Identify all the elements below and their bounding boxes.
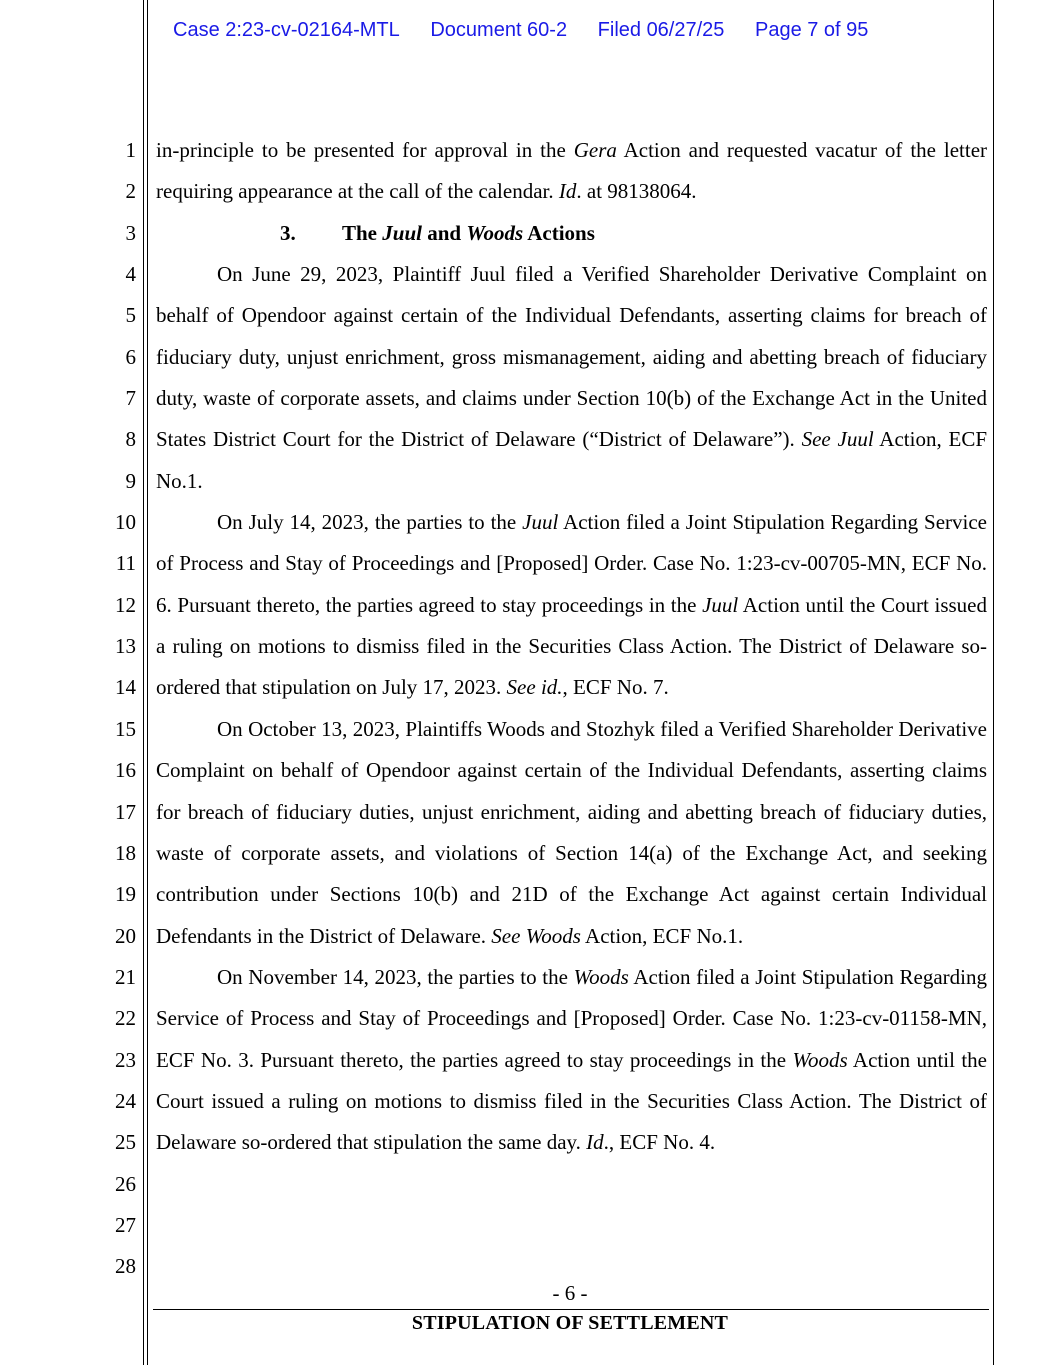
line-number: 22 (115, 1006, 136, 1031)
line-number: 3 (125, 220, 136, 245)
ecf-header (173, 19, 893, 42)
paragraph-woods-complaint: On October 13, 2023, Plaintiffs Woods and Stozhyk filed a Verified Shareholder Derivative Complaint on behalf of Opendoor against certain of the Individual Defendants, asserting claims for breach of fiduciary duties, unjust enrichment, aiding and abetting breach of fiduciary duties, waste of corporate assets, and violations of Section 14(a) of the Exchange Act, and seeking contribution under Sections 10(b) and 21D of the Exchange Act against certain Individual Defendants in the District of Delaware. See Woods Action, ECF No.1. (156, 716, 987, 948)
left-margin-rule-1 (143, 0, 144, 1365)
line-number: 20 (115, 923, 136, 948)
line-number: 25 (115, 1130, 136, 1155)
line-number: 26 (115, 1171, 136, 1196)
line-number: 27 (115, 1212, 136, 1237)
line-number: 10 (115, 510, 136, 535)
line-number: 18 (115, 840, 136, 865)
header-document-number: Document 60-2 (430, 19, 568, 41)
line-number: 15 (115, 716, 136, 741)
line-number: 6 (125, 344, 136, 369)
paragraph-gera-continuation: in-principle to be presented for approval in the Gera Action and requested vacatur of the letter requiring appearance at the call of the calendar. Id. at 98138064. (156, 138, 988, 204)
left-margin-rule-2 (147, 0, 148, 1365)
section-number: 3. (280, 220, 296, 245)
footer-page-number: - 6 - (552, 1281, 588, 1305)
line-number: 7 (125, 386, 136, 411)
line-number: 12 (115, 592, 136, 617)
pleading-line-numbers (100, 130, 136, 1288)
line-number: 13 (115, 634, 136, 659)
line-number: 28 (115, 1254, 136, 1279)
header-page-count: Page 7 of 95 (754, 19, 869, 41)
line-number: 2 (125, 179, 136, 204)
paragraph-juul-stipulation: On July 14, 2023, the parties to the Juul Action filed a Joint Stipulation Regarding Service of Process and Stay of Proceedings and [Proposed] Order. Case No. 1:23-cv-00705-MN, ECF No. 6. Pursuant thereto, the parties agreed to stay proceedings in the Juul Action until the Court issued a ruling on motions to dismiss filed in the Securities Class Action. The District of Delaware so-ordered that stipulation on July 17, 2023. See id., ECF No. 7. (156, 510, 988, 700)
line-number: 1 (125, 138, 136, 162)
header-case-number: Case 2:23-cv-02164-MTL (173, 19, 400, 41)
line-number: 8 (125, 427, 136, 452)
document-body (156, 130, 987, 1164)
line-number: 23 (115, 1047, 136, 1072)
header-filed-date: Filed 06/27/25 (597, 19, 725, 41)
line-number: 24 (115, 1088, 136, 1113)
line-number: 16 (115, 758, 136, 783)
section-heading: 3. The Juul and Woods Actions (156, 213, 987, 254)
right-margin-rule (993, 0, 994, 1365)
line-number: 17 (115, 799, 136, 824)
paragraph-juul-complaint: On June 29, 2023, Plaintiff Juul filed a Verified Shareholder Derivative Complaint on behalf of Opendoor against certain of the Individual Defendants, asserting claims for breach of fiduciary duty, unjust enrichment, gross mismanagement, aiding and abetting breach of fiduciary duty, waste of corporate assets, and claims under Section 10(b) of the Exchange Act in the United States District Court for the District of Delaware (“District of Delaware”). See Juul Action, ECF No.1. (156, 262, 987, 493)
footer-document-title: STIPULATION OF SETTLEMENT (411, 1312, 729, 1334)
line-number: 19 (115, 882, 136, 907)
line-number: 4 (125, 262, 136, 287)
footer-divider (153, 1309, 989, 1310)
line-number: 5 (125, 303, 136, 328)
paragraph-woods-stipulation: On November 14, 2023, the parties to the Woods Action filed a Joint Stipulation Regarding Service of Process and Stay of Proceedings and [Proposed] Order. Case No. 1:23-cv-01158-MN, ECF No. 3. Pursuant thereto, the parties agreed to stay proceedings in the Woods Action until the Court issued a ruling on motions to dismiss filed in the Securities Class Action. The District of Delaware so-ordered that stipulation the same day. Id., ECF No. 4. (156, 964, 988, 1155)
line-number: 21 (115, 964, 136, 989)
line-number: 11 (115, 551, 136, 576)
line-number: 14 (115, 675, 136, 700)
line-number: 9 (125, 468, 136, 493)
